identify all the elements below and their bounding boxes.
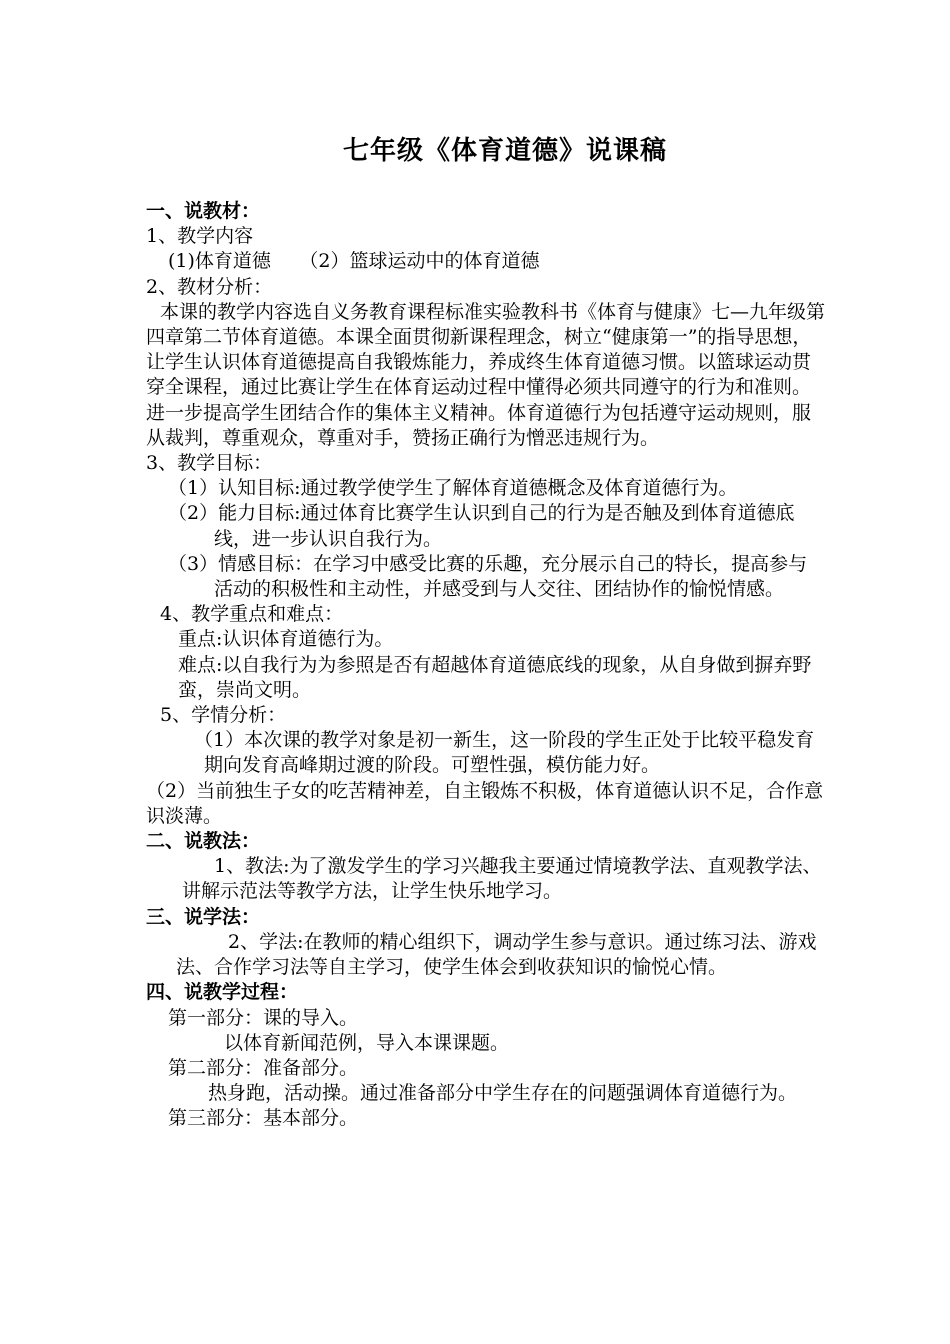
section-heading-learning-method: 三、说学法：: [146, 905, 261, 928]
student-analysis-2: （2）当前独生子女的吃苦精神差，自主锻炼不积极，体育道德认识不足，合作意识淡薄。: [146, 779, 824, 827]
student-analysis-1: （1）本次课的教学对象是初一新生，这一阶段的学生正处于比较平稳发育期向发育高峰期过渡的阶段。可塑性强，模仿能力好。: [194, 729, 815, 777]
goal-emotional: （3）情感目标：在学习中感受比赛的乐趣，充分展示自己的特长，提高参与活动的积极性和主动性，并感受到与人交往、团结协作的愉悦情感。: [168, 552, 808, 601]
subheading-teaching-content: 1、教学内容: [146, 225, 254, 248]
goal-cognitive: （1）认知目标:通过教学使学生了解体育道德概念及体育道德行为。: [168, 477, 738, 500]
document-body: [146, 199, 826, 1132]
teaching-content-items: (1)体育道德 （2）篮球运动中的体育道德: [168, 250, 540, 273]
goal-ability: （2）能力目标:通过体育比赛学生认识到自己的行为是否触及到体育道德底线，进一步认识自我行为。: [168, 502, 795, 550]
process-part-3: 第三部分：基本部分。: [168, 1107, 359, 1130]
process-part-2: 第二部分：准备部分。: [168, 1056, 359, 1079]
subheading-material-analysis: 2、教材分析：: [146, 275, 273, 298]
process-part-2-text: 热身跑，活动操。通过准备部分中学生存在的问题强调体育道德行为。: [208, 1082, 798, 1105]
learning-method-paragraph: 2、学法:在教师的精心组织下，调动学生参与意识。通过练习法、游戏法、合作学习法等自主学习，使学生体会到收获知识的愉悦心情。: [176, 930, 817, 979]
process-part-1: 第一部分：课的导入。: [168, 1006, 359, 1029]
key-point: 重点:认识体育道德行为。: [178, 628, 394, 651]
document-title: 七年级《体育道德》说课稿: [342, 136, 667, 166]
subheading-teaching-goals: 3、教学目标：: [146, 452, 273, 475]
section-heading-teaching-method: 二、说教法：: [146, 830, 261, 853]
subheading-student-analysis: 5、学情分析：: [160, 704, 287, 727]
difficult-point: 难点:以自我行为为参照是否有超越体育道德底线的现象，从自身做到摒弃野蛮，崇尚文明。: [178, 653, 812, 701]
teaching-method-paragraph: 1、教法:为了激发学生的学习兴趣我主要通过情境教学法、直观教学法、讲解示范法等教学方法，让学生快乐地学习。: [182, 855, 822, 903]
section-heading-textbook: 一、说教材：: [146, 200, 261, 222]
material-analysis-paragraph: 本课的教学内容选自义务教育课程标准实验教科书《体育与健康》七—九年级第四章第二节体育道德。本课全面贯彻新课程理念，树立“健康第一”的指导思想，让学生认识体育道德提高自我锻炼能力，养成终生体育道德习惯。以篮球运动贯穿全课程，通过比赛让学生在体育运动过程中懂得必须共同遵守的行为和准则。进一步提高学生团结合作的集体主义精神。体育道德行为包括遵守运动规则，服从裁判，尊重观众，尊重对手，赞扬正确行为憎恶违规行为。: [146, 300, 826, 449]
process-part-1-text: 以体育新闻范例，导入本课课题。: [224, 1031, 510, 1054]
section-heading-teaching-process: 四、说教学过程：: [146, 981, 299, 1004]
subheading-key-difficult: 4、教学重点和难点：: [160, 603, 344, 626]
